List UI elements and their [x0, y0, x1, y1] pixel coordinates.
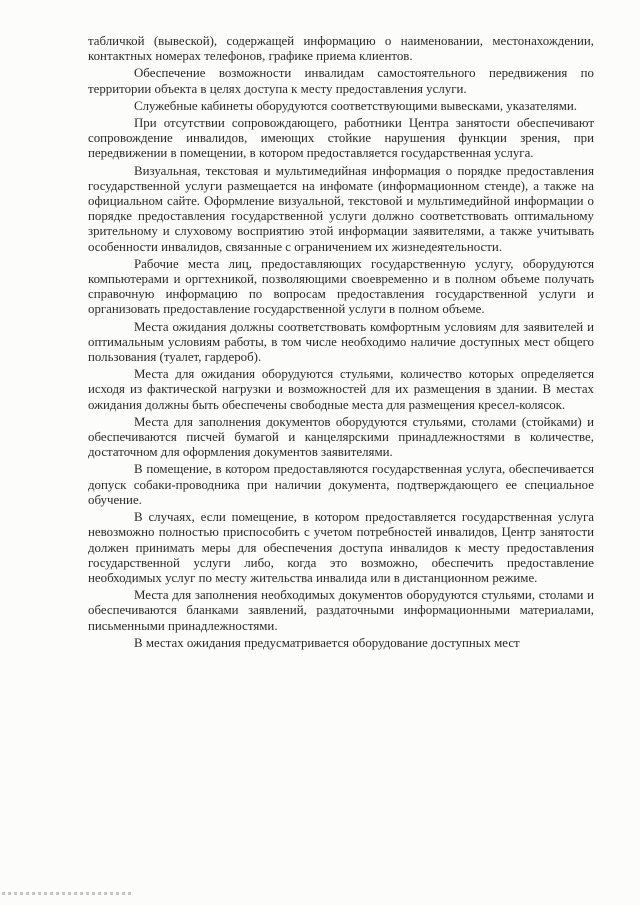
paragraph: Визуальная, текстовая и мультимедийная информация о порядке предоставления государственной услуги размещается на инфомате (информационном стенде), а также на официальном сайте. Оформление визуальной, текстовой и мультимедийной информации о порядке предоставления государственной услуги должно соответствовать оптимальному зрительному и слуховому восприятию этой информации заявителями, а также учитывать особенности инвалидов, связанные с ограничением их жизнедеятельности.: [88, 163, 594, 254]
paragraph: Обеспечение возможности инвалидам самостоятельного передвижения по территории объекта в целях доступа к месту предоставления услуги.: [88, 66, 594, 96]
document-body: [88, 34, 594, 653]
paragraph: табличкой (вывеской), содержащей информацию о наименовании, местонахождении, контактных номерах телефонов, графике приема клиентов.: [88, 34, 594, 64]
paragraph: В помещение, в котором предоставляются государственная услуга, обеспечивается допуск собаки-проводника при наличии документа, подтверждающего ее специальное обучение.: [88, 462, 594, 507]
paragraph: В местах ожидания предусматривается оборудование доступных мест: [134, 635, 520, 650]
scan-edge-mark: [2, 892, 132, 895]
paragraph: Места для заполнения документов оборудуются стульями, столами (стойками) и обеспечиваются писчей бумагой и канцелярскими принадлежностями в количестве, достаточном для оформления документов заявителями.: [88, 414, 594, 460]
paragraph: Места для заполнения необходимых документов оборудуются стульями, столами и обеспечиваются бланками заявлений, раздаточными информационными материалами, письменными принадлежностями.: [88, 588, 594, 633]
paragraph: Места для ожидания оборудуются стульями, количество которых определяется исходя из фактической нагрузки и возможностей для их размещения в здании. В местах ожидания должны быть обеспечены свободные места для размещения кресел-колясок.: [88, 367, 594, 412]
paragraph: Рабочие места лиц, предоставляющих государственную услугу, оборудуются компьютерами и оргтехникой, позволяющими своевременно и в полном объеме получать справочную информацию по вопросам предоставления государственной услуги и организовать предоставление государственной услуги в полном объеме.: [88, 256, 594, 317]
paragraph: В случаях, если помещение, в котором предоставляется государственная услуга невозможно полностью приспособить с учетом потребностей инвалидов, Центр занятости должен принимать меры для обеспечения доступа инвалидов к месту предоставления государственной услуги либо, когда это возможно, обеспечить предоставление необходимых услуг по месту жительства инвалида или в дистанционном режиме.: [88, 510, 594, 585]
paragraph: Места ожидания должны соответствовать комфортным условиям для заявителей и оптимальным условиям работы, в том числе необходимо наличие доступных мест общего пользования (туалет, гардероб).: [88, 319, 594, 365]
paragraph: Служебные кабинеты оборудуются соответствующими вывесками, указателями.: [134, 98, 577, 113]
paragraph: При отсутствии сопровождающего, работники Центра занятости обеспечивают сопровождение инвалидов, имеющих стойкие нарушения функции зрения, при передвижении в помещении, в котором предоставляется государственная услуга.: [88, 116, 594, 161]
